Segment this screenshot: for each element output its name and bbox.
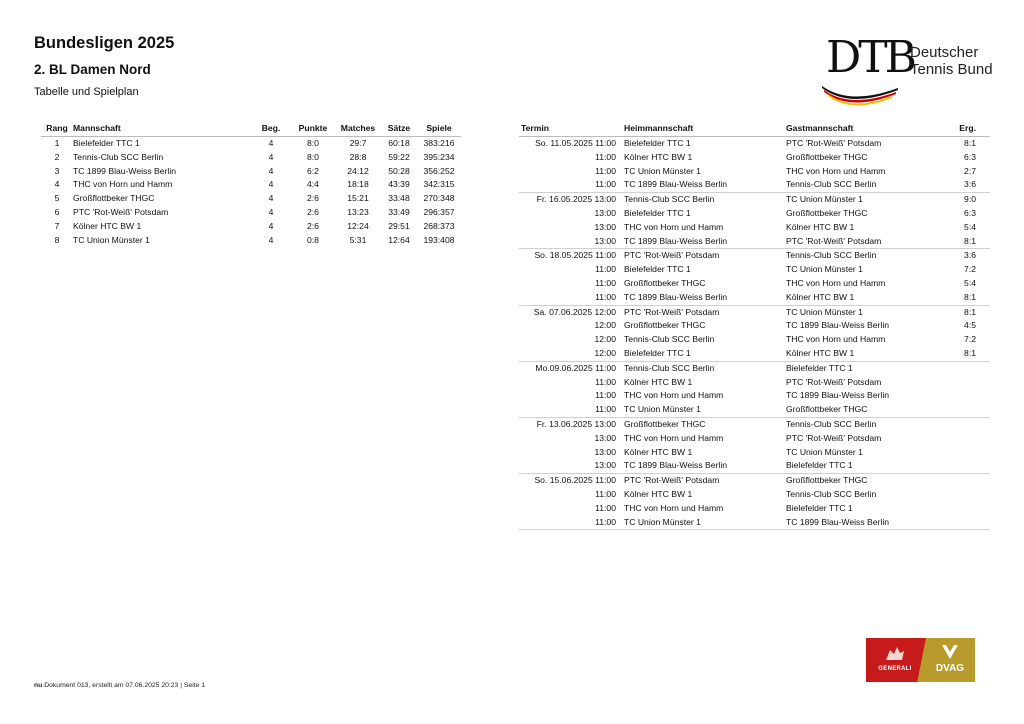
schedule-cell-termin: Fr. 13.06.2025 13:00 xyxy=(519,417,622,431)
schedule-row xyxy=(519,291,990,305)
schedule-cell-gast: TC Union Münster 1 xyxy=(786,264,863,275)
standings-cell-punkte: 6:2 xyxy=(307,165,319,176)
standings-cell-beg: 4 xyxy=(268,165,274,176)
schedule-cell-ergebnis xyxy=(944,516,990,530)
schedule-cell-termin: 11:00 xyxy=(595,502,616,513)
schedule-cell-termin: 12:00 xyxy=(594,320,616,331)
standings-cell-spiele: 296:357 xyxy=(423,206,455,217)
standings-cell-matches: 5:31 xyxy=(349,234,367,245)
schedule-row xyxy=(519,263,990,277)
standings-cell-punkte: 2:6 xyxy=(307,220,319,231)
col-heimmannschaft: Heimmannschaft xyxy=(622,122,786,137)
schedule-row xyxy=(519,389,990,403)
standings-cell-spiele: 342:315 xyxy=(423,179,455,190)
schedule-cell-termin: 11:00 xyxy=(595,165,616,176)
schedule-row xyxy=(519,207,990,221)
schedule-row xyxy=(519,516,990,530)
schedule-cell-termin: So. 15.06.2025 11:00 xyxy=(519,474,622,488)
standings-cell-beg: 4 xyxy=(268,234,274,245)
schedule-cell-ergebnis: 6:3 xyxy=(964,207,976,218)
schedule-row xyxy=(519,178,990,192)
schedule-cell-gast: Bielefelder TTC 1 xyxy=(786,361,944,375)
schedule-cell-ergebnis xyxy=(944,502,990,516)
schedule-row xyxy=(519,474,990,488)
standings-cell-mannschaft: Tennis-Club SCC Berlin xyxy=(73,151,164,162)
league-subtitle: 2. BL Damen Nord xyxy=(34,62,151,77)
schedule-cell-heim: TC Union Münster 1 xyxy=(624,404,701,415)
schedule-cell-ergebnis xyxy=(944,446,990,460)
schedule-cell-ergebnis: 3:6 xyxy=(944,249,990,263)
schedule-row xyxy=(519,403,990,417)
schedule-cell-heim: TC 1899 Blau-Weiss Berlin xyxy=(624,291,728,302)
col-rang: Rang xyxy=(41,122,73,137)
schedule-cell-termin: So. 11.05.2025 11:00 xyxy=(519,137,622,151)
schedule-cell-termin: 12:00 xyxy=(594,347,616,358)
schedule-row xyxy=(519,277,990,291)
schedule-cell-heim: TC 1899 Blau-Weiss Berlin xyxy=(624,179,728,190)
schedule-cell-termin: Sa. 07.06.2025 12:00 xyxy=(519,305,622,319)
standings-cell-spiele: 395:234 xyxy=(423,151,455,162)
schedule-cell-heim: THC von Horn und Hamm xyxy=(624,221,724,232)
standings-cell-mannschaft: Großflottbeker THGC xyxy=(73,193,155,204)
schedule-cell-heim: Kölner HTC BW 1 xyxy=(624,488,693,499)
schedule-header-row xyxy=(519,122,990,137)
standings-cell-mannschaft: PTC 'Rot-Weiß' Potsdam xyxy=(73,206,169,217)
schedule-row xyxy=(519,347,990,361)
schedule-cell-ergebnis xyxy=(944,459,990,473)
schedule-cell-heim: THC von Horn und Hamm xyxy=(624,432,724,443)
schedule-cell-termin: 13:00 xyxy=(594,432,616,443)
standings-cell-rang: 7 xyxy=(54,220,60,231)
standings-cell-matches: 12:24 xyxy=(347,220,369,231)
dtb-logo-line2: Tennis Bund xyxy=(910,61,993,78)
standings-row xyxy=(41,220,461,234)
schedule-cell-gast: TC Union Münster 1 xyxy=(786,193,944,207)
standings-row xyxy=(41,165,461,179)
schedule-row xyxy=(519,361,990,375)
schedule-row xyxy=(519,137,990,151)
flag-swoosh-icon xyxy=(820,82,900,108)
schedule-row xyxy=(519,333,990,347)
schedule-cell-heim: Bielefelder TTC 1 xyxy=(624,347,691,358)
schedule-cell-termin: 11:00 xyxy=(595,291,616,302)
schedule-cell-heim: Tennis-Club SCC Berlin xyxy=(622,193,786,207)
standings-cell-punkte: 8:0 xyxy=(307,151,319,162)
standings-cell-punkte: 4:4 xyxy=(307,179,319,190)
schedule-cell-ergebnis: 8:1 xyxy=(944,137,990,151)
schedule-cell-ergebnis: 6:3 xyxy=(964,151,976,162)
schedule-row xyxy=(519,459,990,473)
schedule-cell-gast: Großflottbeker THGC xyxy=(786,151,868,162)
standings-cell-beg: 4 xyxy=(268,193,274,204)
schedule-cell-heim: Tennis-Club SCC Berlin xyxy=(624,334,715,345)
schedule-cell-ergebnis xyxy=(944,432,990,446)
schedule-cell-ergebnis: 4:5 xyxy=(964,320,976,331)
schedule-cell-gast: TC Union Münster 1 xyxy=(786,305,944,319)
schedule-cell-termin: 11:00 xyxy=(595,390,616,401)
standings-cell-saetze: 33:48 xyxy=(388,193,410,204)
schedule-row xyxy=(519,502,990,516)
col-gastmannschaft: Gastmannschaft xyxy=(786,122,944,137)
schedule-cell-termin: 13:00 xyxy=(594,446,616,457)
schedule-cell-gast: Tennis-Club SCC Berlin xyxy=(786,417,944,431)
standings-cell-mannschaft: Kölner HTC BW 1 xyxy=(73,220,142,231)
schedule-cell-ergebnis xyxy=(944,488,990,502)
schedule-cell-gast: Tennis-Club SCC Berlin xyxy=(786,249,944,263)
standings-cell-mannschaft: Bielefelder TTC 1 xyxy=(73,138,140,148)
dtb-logo-text xyxy=(910,44,993,78)
schedule-cell-gast: TC 1899 Blau-Weiss Berlin xyxy=(786,320,890,331)
standings-cell-spiele: 356:252 xyxy=(423,165,455,176)
standings-cell-matches: 15:21 xyxy=(347,193,369,204)
standings-cell-beg: 4 xyxy=(268,151,274,162)
schedule-cell-gast: Großflottbeker THGC xyxy=(786,474,944,488)
standings-header-row xyxy=(41,122,461,137)
schedule-cell-ergebnis xyxy=(944,389,990,403)
schedule-cell-gast: Bielefelder TTC 1 xyxy=(786,502,853,513)
schedule-cell-gast: Bielefelder TTC 1 xyxy=(786,460,853,471)
schedule-cell-termin: 11:00 xyxy=(595,277,616,288)
schedule-cell-termin: 13:00 xyxy=(594,235,616,246)
standings-cell-beg: 4 xyxy=(268,206,274,217)
standings-cell-rang: 1 xyxy=(54,138,60,148)
schedule-cell-termin: 11:00 xyxy=(595,404,616,415)
standings-row xyxy=(41,192,461,206)
schedule-cell-ergebnis xyxy=(944,361,990,375)
generali-lion-icon xyxy=(884,644,906,664)
col-termin: Termin xyxy=(519,122,622,137)
col-matches: Matches xyxy=(335,122,381,137)
schedule-cell-heim: TC Union Münster 1 xyxy=(622,516,786,530)
schedule-cell-heim: Bielefelder TTC 1 xyxy=(622,137,786,151)
standings-cell-rang: 4 xyxy=(54,179,60,190)
schedule-cell-heim: Großflottbeker THGC xyxy=(624,277,706,288)
standings-cell-rang: 5 xyxy=(54,193,60,204)
schedule-cell-termin: Mo.09.06.2025 11:00 xyxy=(519,361,622,375)
schedule-cell-gast: PTC 'Rot-Weiß' Potsdam xyxy=(786,235,882,246)
page-description: Tabelle und Spielplan xyxy=(34,86,139,98)
standings-cell-spiele: 270:348 xyxy=(423,193,455,204)
schedule-cell-termin: So. 18.05.2025 11:00 xyxy=(519,249,622,263)
schedule-table xyxy=(519,122,990,530)
footer-brand: nu xyxy=(34,682,43,689)
schedule-cell-termin: 13:00 xyxy=(594,460,616,471)
schedule-cell-gast: Tennis-Club SCC Berlin xyxy=(786,488,877,499)
schedule-cell-termin: 11:00 xyxy=(519,516,622,530)
standings-cell-saetze: 43:39 xyxy=(388,179,410,190)
schedule-cell-termin: 11:00 xyxy=(595,488,616,499)
schedule-cell-heim: THC von Horn und Hamm xyxy=(624,390,724,401)
standings-cell-matches: 24:12 xyxy=(347,165,369,176)
standings-cell-matches: 13:23 xyxy=(347,206,369,217)
schedule-cell-heim: Bielefelder TTC 1 xyxy=(624,264,691,275)
schedule-cell-termin: 11:00 xyxy=(595,376,616,387)
schedule-cell-gast: Großflottbeker THGC xyxy=(786,404,868,415)
schedule-cell-ergebnis: 5:4 xyxy=(964,277,976,288)
standings-cell-spiele: 193:408 xyxy=(423,234,455,245)
generali-text: GENERALI xyxy=(878,666,912,672)
schedule-cell-gast: TC 1899 Blau-Weiss Berlin xyxy=(786,390,890,401)
schedule-cell-termin: 11:00 xyxy=(595,179,616,190)
schedule-cell-gast: PTC 'Rot-Weiß' Potsdam xyxy=(786,137,944,151)
standings-table xyxy=(41,122,461,247)
schedule-cell-heim: Kölner HTC BW 1 xyxy=(624,446,693,457)
schedule-cell-heim: TC 1899 Blau-Weiss Berlin xyxy=(624,235,728,246)
standings-cell-mannschaft: TC Union Münster 1 xyxy=(73,234,150,245)
col-mannschaft: Mannschaft xyxy=(73,122,251,137)
schedule-cell-termin: 13:00 xyxy=(594,207,616,218)
standings-cell-rang: 8 xyxy=(54,234,60,245)
schedule-cell-heim: TC Union Münster 1 xyxy=(624,165,701,176)
standings-cell-rang: 3 xyxy=(54,165,60,176)
schedule-cell-ergebnis: 9:0 xyxy=(944,193,990,207)
schedule-row xyxy=(519,193,990,207)
schedule-cell-heim: Kölner HTC BW 1 xyxy=(624,376,693,387)
standings-cell-punkte: 2:6 xyxy=(307,206,319,217)
schedule-cell-gast: PTC 'Rot-Weiß' Potsdam xyxy=(786,376,882,387)
col-saetze: Sätze xyxy=(381,122,417,137)
schedule-cell-heim: TC 1899 Blau-Weiss Berlin xyxy=(624,460,728,471)
dvag-text: DVAG xyxy=(935,663,965,674)
schedule-row xyxy=(519,235,990,249)
standings-cell-mannschaft: THC von Horn und Hamm xyxy=(73,179,173,190)
standings-cell-mannschaft: TC 1899 Blau-Weiss Berlin xyxy=(73,165,177,176)
schedule-cell-termin: 12:00 xyxy=(594,334,616,345)
schedule-cell-heim: Großflottbeker THGC xyxy=(622,417,786,431)
schedule-cell-gast: TC Union Münster 1 xyxy=(786,446,863,457)
schedule-cell-ergebnis xyxy=(944,403,990,417)
standings-cell-rang: 6 xyxy=(54,206,60,217)
schedule-cell-heim: Bielefelder TTC 1 xyxy=(624,207,691,218)
schedule-cell-heim: PTC 'Rot-Weiß' Potsdam xyxy=(622,249,786,263)
standings-cell-rang: 2 xyxy=(54,151,60,162)
schedule-cell-heim: Tennis-Club SCC Berlin xyxy=(622,361,786,375)
schedule-cell-termin: 11:00 xyxy=(595,264,616,275)
schedule-cell-gast: Kölner HTC BW 1 xyxy=(786,291,855,302)
schedule-row xyxy=(519,446,990,460)
schedule-row xyxy=(519,432,990,446)
standings-cell-saetze: 60:18 xyxy=(388,138,410,148)
standings-cell-saetze: 33:49 xyxy=(388,206,410,217)
schedule-cell-gast: TC 1899 Blau-Weiss Berlin xyxy=(786,516,944,530)
standings-cell-spiele: 268:373 xyxy=(423,220,455,231)
standings-cell-spiele: 383:216 xyxy=(423,138,455,148)
schedule-cell-heim: Großflottbeker THGC xyxy=(624,320,706,331)
schedule-cell-heim: THC von Horn und Hamm xyxy=(624,502,724,513)
schedule-cell-ergebnis: 5:4 xyxy=(964,221,976,232)
standings-cell-saetze: 12:64 xyxy=(388,234,410,245)
col-punkte: Punkte xyxy=(291,122,335,137)
standings-cell-punkte: 2:6 xyxy=(307,193,319,204)
standings-cell-saetze: 59:22 xyxy=(388,151,410,162)
schedule-row xyxy=(519,249,990,263)
schedule-cell-gast: Großflottbeker THGC xyxy=(786,207,868,218)
footer xyxy=(34,682,205,689)
schedule-cell-heim: PTC 'Rot-Weiß' Potsdam xyxy=(622,474,786,488)
schedule-cell-ergebnis xyxy=(944,417,990,431)
standings-cell-beg: 4 xyxy=(268,138,274,148)
schedule-cell-ergebnis xyxy=(944,376,990,390)
schedule-cell-termin: Fr. 16.05.2025 13:00 xyxy=(519,193,622,207)
standings-cell-matches: 18:18 xyxy=(347,179,369,190)
sponsor-logo xyxy=(866,638,975,682)
standings-cell-punkte: 0:8 xyxy=(307,234,319,245)
standings-cell-punkte: 8:0 xyxy=(307,138,319,148)
dtb-logo-line1: Deutscher xyxy=(910,44,979,61)
schedule-cell-gast: Kölner HTC BW 1 xyxy=(786,221,855,232)
schedule-cell-heim: PTC 'Rot-Weiß' Potsdam xyxy=(622,305,786,319)
page-title: Bundesligen 2025 xyxy=(34,34,175,52)
standings-cell-matches: 28:8 xyxy=(349,151,367,162)
schedule-row xyxy=(519,488,990,502)
standings-row xyxy=(41,151,461,165)
schedule-row xyxy=(519,305,990,319)
standings-cell-saetze: 29:51 xyxy=(388,220,410,231)
schedule-row xyxy=(519,417,990,431)
footer-text: .Dokument 013, erstellt am 07.06.2025 20:23 | Seite 1 xyxy=(42,682,206,689)
col-spiele: Spiele xyxy=(417,122,461,137)
schedule-cell-gast: PTC 'Rot-Weiß' Potsdam xyxy=(786,432,882,443)
schedule-cell-heim: Kölner HTC BW 1 xyxy=(624,151,693,162)
schedule-row xyxy=(519,376,990,390)
schedule-row xyxy=(519,165,990,179)
schedule-cell-gast: THC von Horn und Hamm xyxy=(786,334,886,345)
standings-row xyxy=(41,137,461,151)
dvag-mark-icon xyxy=(940,643,960,661)
standings-row xyxy=(41,178,461,192)
schedule-cell-ergebnis: 8:1 xyxy=(964,347,976,358)
schedule-cell-ergebnis: 7:2 xyxy=(964,264,976,275)
schedule-cell-ergebnis: 2:7 xyxy=(964,165,976,176)
standings-row xyxy=(41,206,461,220)
schedule-cell-gast: THC von Horn und Hamm xyxy=(786,277,886,288)
schedule-cell-gast: Tennis-Club SCC Berlin xyxy=(786,179,877,190)
schedule-cell-ergebnis: 8:1 xyxy=(964,235,976,246)
schedule-row xyxy=(519,151,990,165)
standings-cell-saetze: 50:28 xyxy=(388,165,410,176)
schedule-row xyxy=(519,319,990,333)
schedule-cell-gast: Kölner HTC BW 1 xyxy=(786,347,855,358)
schedule-row xyxy=(519,221,990,235)
schedule-cell-termin: 13:00 xyxy=(594,221,616,232)
schedule-cell-ergebnis: 7:2 xyxy=(964,334,976,345)
schedule-cell-ergebnis: 8:1 xyxy=(964,291,976,302)
dtb-logo xyxy=(820,34,995,109)
dtb-logo-mark: DTB xyxy=(826,32,914,83)
schedule-cell-ergebnis xyxy=(944,474,990,488)
col-beg: Beg. xyxy=(251,122,291,137)
standings-cell-beg: 4 xyxy=(268,179,274,190)
schedule-cell-ergebnis: 8:1 xyxy=(944,305,990,319)
schedule-cell-termin: 11:00 xyxy=(595,151,616,162)
schedule-cell-gast: THC von Horn und Hamm xyxy=(786,165,886,176)
schedule-cell-ergebnis: 3:6 xyxy=(964,179,976,190)
standings-row xyxy=(41,234,461,248)
standings-cell-beg: 4 xyxy=(268,220,274,231)
col-ergebnis: Erg. xyxy=(944,122,990,137)
standings-cell-matches: 29:7 xyxy=(349,138,367,148)
